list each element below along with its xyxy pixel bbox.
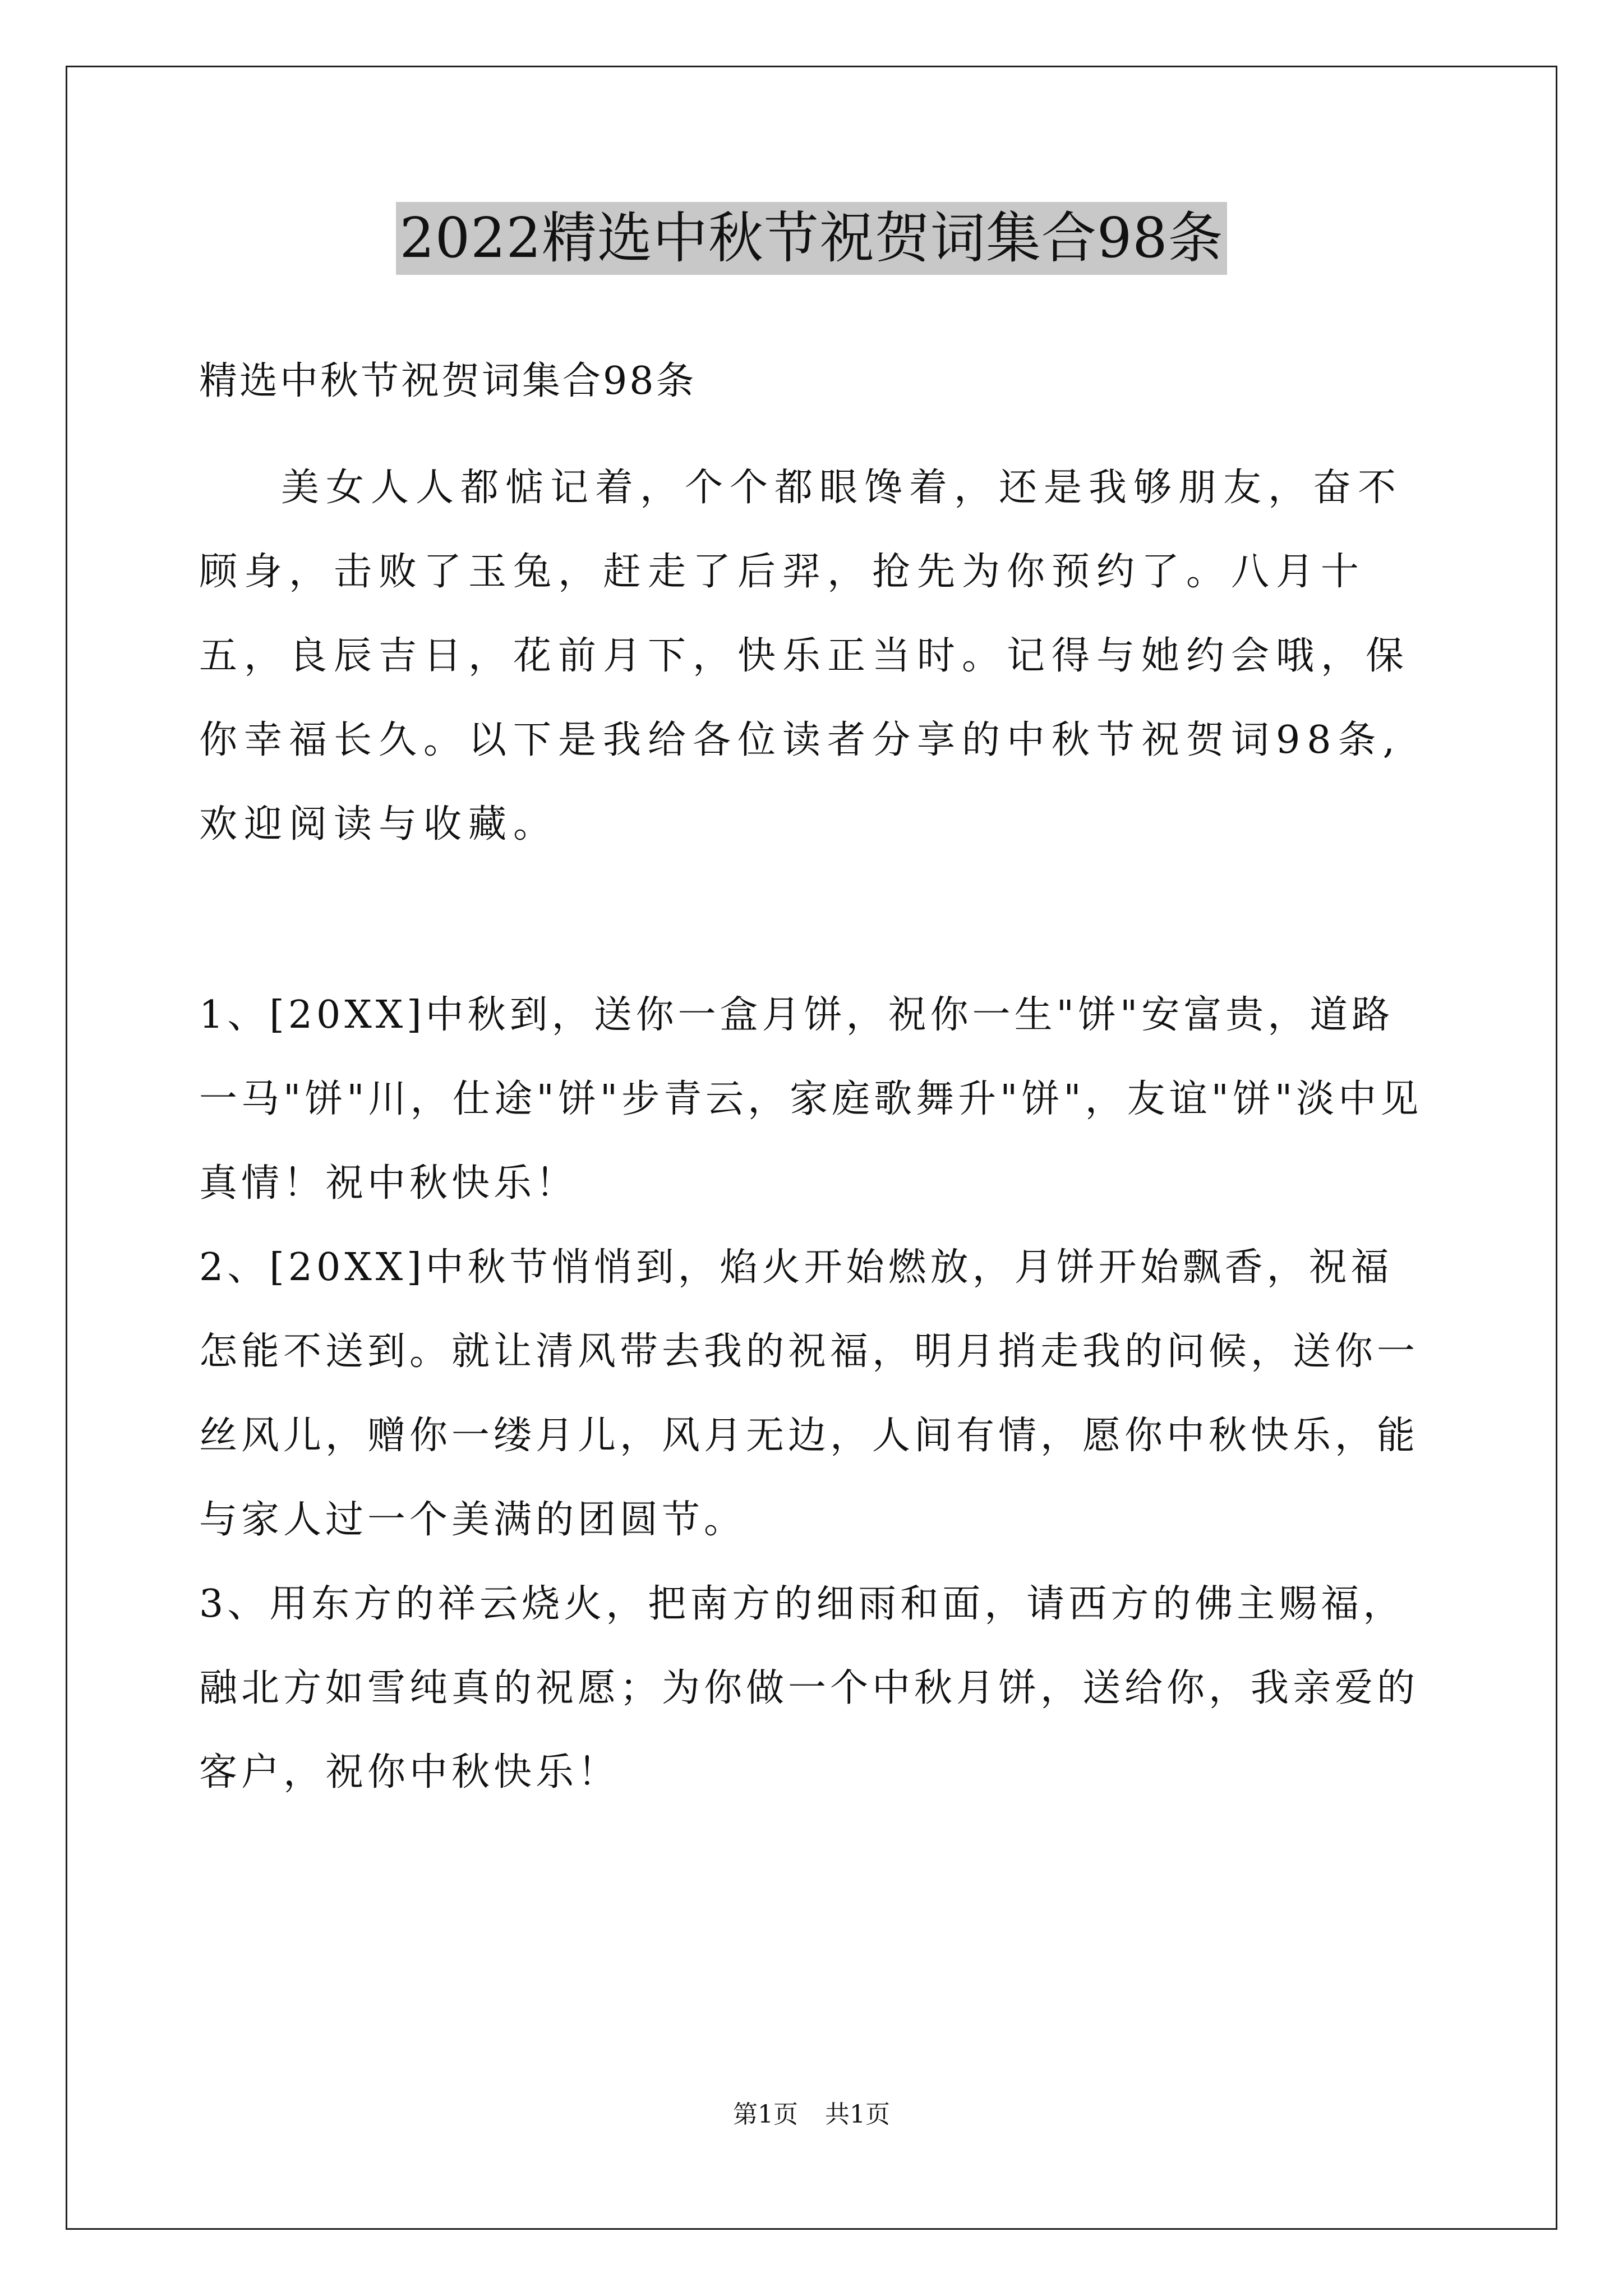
page-total: 共1页 xyxy=(825,2100,890,2129)
document-title: 2022精选中秋节祝贺词集合98条 xyxy=(396,202,1227,275)
page-footer xyxy=(0,2098,1623,2132)
title-container xyxy=(0,202,1623,275)
document-subtitle: 精选中秋节祝贺词集合98条 xyxy=(199,359,697,403)
intro-paragraph: 美女人人都惦记着，个个都眼馋着，还是我够朋友，奋不顾身，击败了玉兔，赶走了后羿，抢先为你预约了。八月十五，良辰吉日，花前月下，快乐正当时。记得与她约会哦，保你幸福长久。以下是我给各位读者分享的中秋节祝贺词98条,欢迎阅读与收藏。 xyxy=(199,466,1411,846)
greeting-item-2: 2、[20XX]中秋节悄悄到，焰火开始燃放，月饼开始飘香，祝福怎能不送到。就让清风带去我的祝福，明月捎走我的问候，送你一丝风儿，赠你一缕月儿，风月无边，人间有情，愿你中秋快乐，能与家人过一个美满的团圆节。 xyxy=(199,1245,1419,1542)
page-number: 第1页 xyxy=(733,2100,798,2129)
greeting-list xyxy=(199,973,1427,1815)
greeting-item-1: 1、[20XX]中秋到，送你一盒月饼，祝你一生"饼"安富贵，道路一马"饼"川，仕途"饼"步青云，家庭歌舞升"饼"，友谊"饼"淡中见真情！祝中秋快乐！ xyxy=(199,993,1423,1205)
greeting-item-3: 3、用东方的祥云烧火，把南方的细雨和面，请西方的佛主赐福，融北方如雪纯真的祝愿；为你做一个中秋月饼，送给你，我亲爱的客户，祝你中秋快乐！ xyxy=(199,1582,1419,1795)
